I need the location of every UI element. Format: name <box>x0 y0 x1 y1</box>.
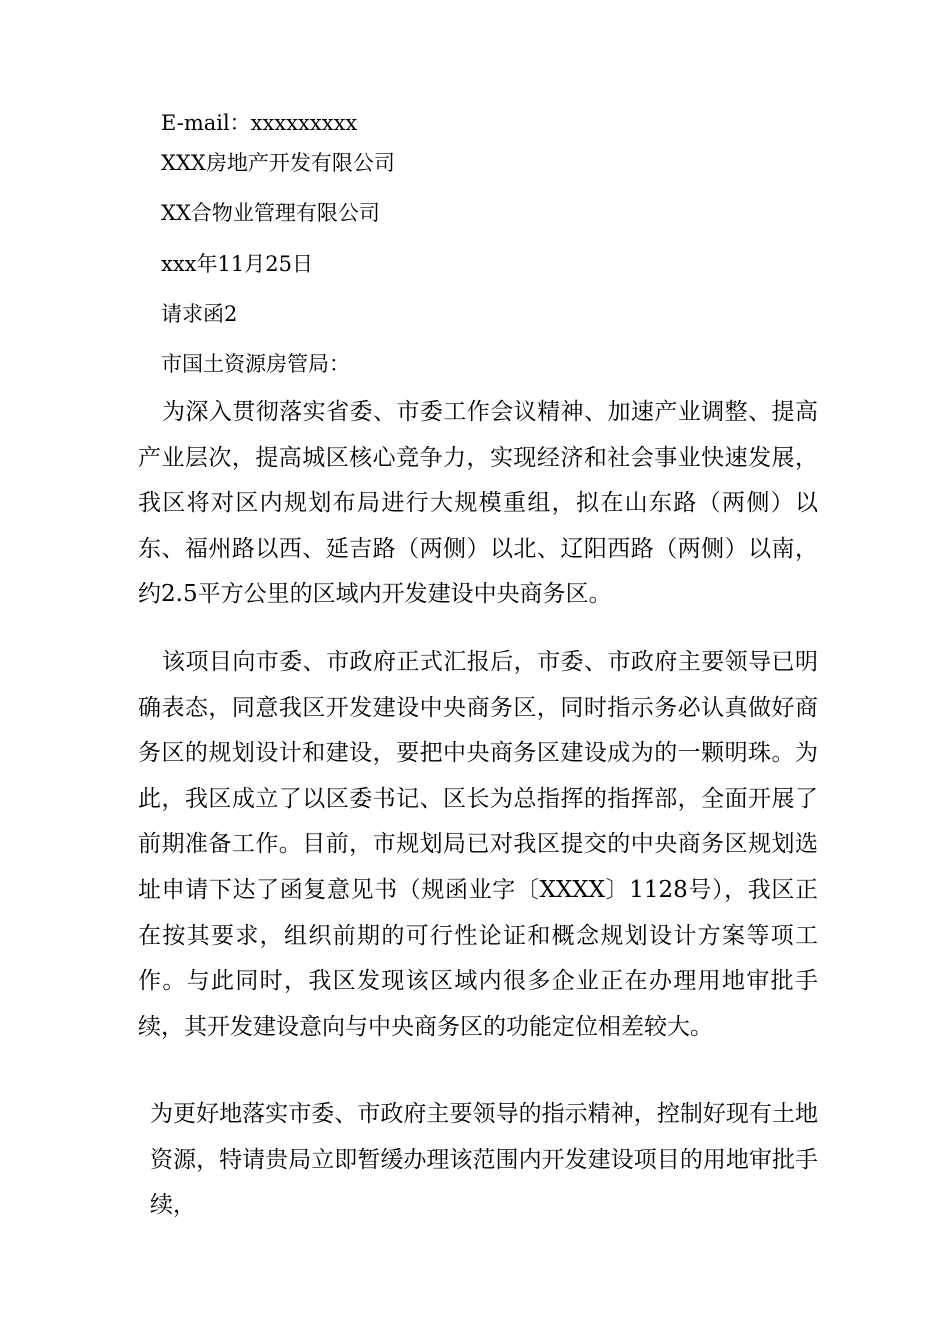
body-paragraph-2: 该项目向市委、市政府正式汇报后，市委、市政府主要领导已明确表态，同意我区开发建设中央商务区，同时指示务必认真做好商务区的规划设计和建设，要把中央商务区建设成为的一颗明珠。为此，我区成立了以区委书记、区长为总指挥的指挥部，全面开展了前期准备工作。目前，市规划局已对我区提交的中央商务区规划选址申请下达了函复意见书（规函业字〔XXXX〕1128号），我区正在按其要求，组织前期的可行性论证和概念规划设计方案等项工作。与此同时，我区发现该区域内很多企业正在办理用地审批手续，其开发建设意向与中央商务区的功能定位相差较大。 <box>138 649 818 1040</box>
email-line: E-mail：xxxxxxxxx <box>161 111 358 135</box>
body-paragraph-3: 为更好地落实市委、市政府主要领导的指示精神，控制好现有土地资源，特请贵局立即暂缓办理该范围内开发建设项目的用地审批手续， <box>150 1101 818 1219</box>
company-name-1: XXX房地产开发有限公司 <box>161 151 395 175</box>
letter-title: 请求函2 <box>161 302 238 326</box>
body-paragraph-1: 为深入贯彻落实省委、市委工作会议精神、加速产业调整、提高产业层次，提高城区核心竞争力，实现经济和社会事业快速发展，我区将对区内规划布局进行大规模重组，拟在山东路（两侧）以东、福州路以西、延吉路（两侧）以北、辽阳西路（两侧）以南，约2.5平方公里的区域内开发建设中央商务区。 <box>138 399 818 608</box>
recipient-line: 市国土资源房管局： <box>161 352 350 376</box>
letter-date: xxx年11月25日 <box>161 252 313 276</box>
company-name-2: XX合物业管理有限公司 <box>161 201 380 225</box>
